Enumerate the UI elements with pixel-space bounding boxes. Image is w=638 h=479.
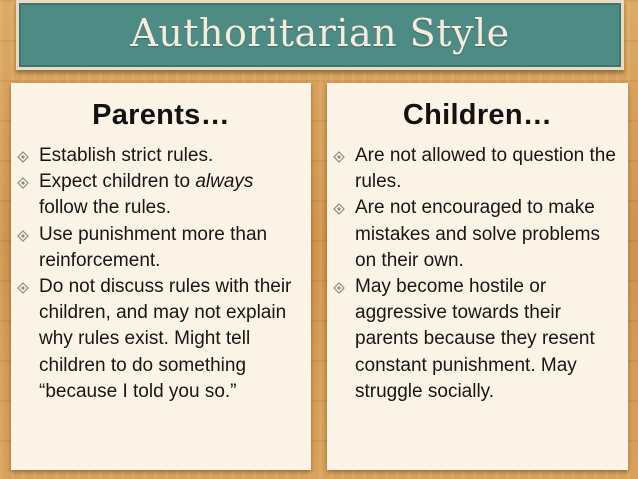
- diamond-bullet-icon: [333, 151, 345, 163]
- bullet-item: [327, 195, 622, 274]
- emphasis-text: always: [195, 171, 254, 193]
- diamond-bullet-icon: [17, 177, 29, 189]
- bullet-text: Are not allowed to question the rules.: [355, 145, 616, 193]
- parents-panel: [11, 83, 311, 470]
- diamond-bullet-icon: [17, 230, 29, 242]
- diamond-bullet-icon: [333, 203, 345, 215]
- parents-bullet-list: [11, 143, 305, 405]
- bullet-text: Are not encouraged to make mistakes and solve problems on their own.: [355, 197, 600, 271]
- bullet-item: [11, 222, 305, 274]
- bullet-text-part: follow the rules.: [39, 197, 172, 219]
- bullet-text: May become hostile or aggressive towards their parents because they resent constant punishment. May struggle socially.: [355, 276, 595, 402]
- parents-heading: Parents…: [92, 99, 230, 131]
- bullet-item: [327, 274, 622, 405]
- bullet-text: Establish strict rules.: [39, 145, 214, 166]
- title-banner: [16, 0, 624, 70]
- bullet-text: Use punishment more than reinforcement.: [39, 223, 268, 271]
- bullet-text-part: Expect children to: [39, 171, 196, 193]
- bullet-item: [11, 169, 305, 221]
- diamond-bullet-icon: [17, 151, 29, 163]
- children-bullet-list: [327, 143, 622, 405]
- children-panel: [327, 83, 628, 470]
- diamond-bullet-icon: [333, 282, 345, 294]
- slide-title: Authoritarian Style: [130, 11, 510, 55]
- bullet-item: [327, 143, 622, 195]
- bullet-item: [11, 274, 305, 405]
- diamond-bullet-icon: [17, 282, 29, 294]
- bullet-item: [11, 143, 305, 169]
- bullet-text: Do not discuss rules with their children, and may not explain why rules exist. Might tell children to do something “because I told you so.”: [39, 276, 292, 402]
- bullet-text: [39, 171, 253, 218]
- children-heading: Children…: [402, 99, 553, 131]
